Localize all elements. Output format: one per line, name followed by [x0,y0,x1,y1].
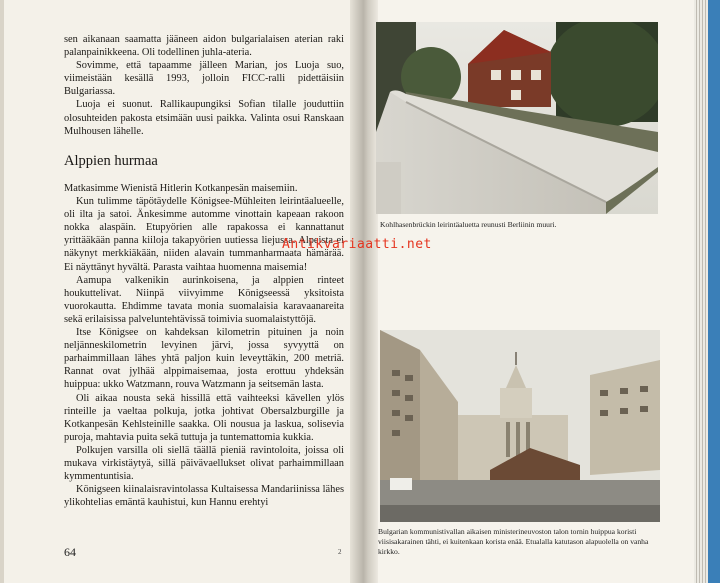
page-number: 64 [64,545,76,559]
paragraph: Luoja ei suonut. Rallikaupungiksi Sofian tilalle jouduttiin olosuhteiden pakosta etsimään uusi paikka. Valinta osui Ranskaan Mulhousen lähelle. [64,99,344,137]
paragraph: Kun tulimme täpötäydelle Königsee-Mühleiten leirintäalueelle, oli ilta ja satoi. Änkesimme automme vinottain kapeaan rakoon nokka alaspäin. Etupyörien alle rapakossa ei kannattanut yrittääkään panna kiiloja takapyörien uutiessa liejussa. Alpeista ei näkynyt merkkiäkään, niiden alavain tummanharmaata hämärää. Ei näyttänyt hyvältä. Parasta vaihtaa huomenna maisemia! [64,196,344,273]
berlin-wall-photo [376,22,658,214]
sofia-building-photo [380,330,660,522]
photo-caption: Kohlhasenbrückin leirintäaluetta reunusti Berliinin muuri. [380,220,557,229]
paragraph: Sovimme, että tapaamme jälleen Marian, jos Luoja suo, viimeistään kesällä 1993, jolloin FICC-ralli pidettäisiin Bulgariassa. [64,60,344,98]
paragraph: Königseen kiinalaisravintolassa Kultaisessa Mandariinissa lähes ylikohtelias emäntä kauhistui, kun Hannu erehtyi [64,484,344,509]
paragraph: Matkasimme Wienistä Hitlerin Kotkanpesän maisemiin. [64,183,298,194]
section-heading: Alppien hurmaa [64,153,158,169]
intro-text [64,33,344,138]
cover-edge [708,0,720,583]
photo-caption: Bulgarian kommunistivallan aikaisen ministerineuvoston talon tornin huippua koristi viisisakarainen tähti, ei kuitenkaan korista enää. Etualalla katutason alapuolella on vanha kirkko. [378,527,649,556]
paragraph: Itse Königsee on kahdeksan kilometrin pituinen ja noin neljänneskilometrin levyinen järvi, jossa syvyyttä on parhaimmillaan lähes yhtä paljon kuin leveyttäkin, 200 metriä. Rannat ovat jylhää alppimaisemaa, josta erottuu yhdeksän huippua: ukko Watzmann, rouva Watzmann ja seitsemän lasta. [64,327,344,391]
paragraph: Oli aikaa nousta sekä hissillä että vaihteeksi kävellen ylös rinteille ja vaeltaa polkuja, jotka johtivat Obersalzburgille ja Kotkanpesän Kehlsteinille saakka. Oli nousua ja laskua, solisevia puroja, mahtavia puita sekä tuttuja ja tuntemattomia kukkia. [64,392,344,443]
paragraph: Aamupa valkenikin aurinkoisena, ja alppien rinteet houkuttelivat. Niinpä viivyimme Königseessä yksitoista vuorokautta. Ehdimme tavata monia suomalaisia karavaanareita sekä erilaisissa palveluntehtävissä toimivia suomalaistyttöjä. [64,274,344,325]
paragraph: Polkujen varsilla oli siellä täällä pieniä ravintoloita, joissa oli mukava virkistäytyä, sillä päivävaellukset olivat parhaimmillaan kymmentuntisia. [64,444,344,483]
paragraph: sen aikanaan saamatta jääneen aidon bulgarialaisen aterian raki palanpainikkeena. Oli todellinen juhla-ateria. [64,34,344,59]
gutter-number: 2 [338,548,342,556]
watermark-text: Antikvariaatti.net [282,237,432,252]
body-text [64,182,344,509]
